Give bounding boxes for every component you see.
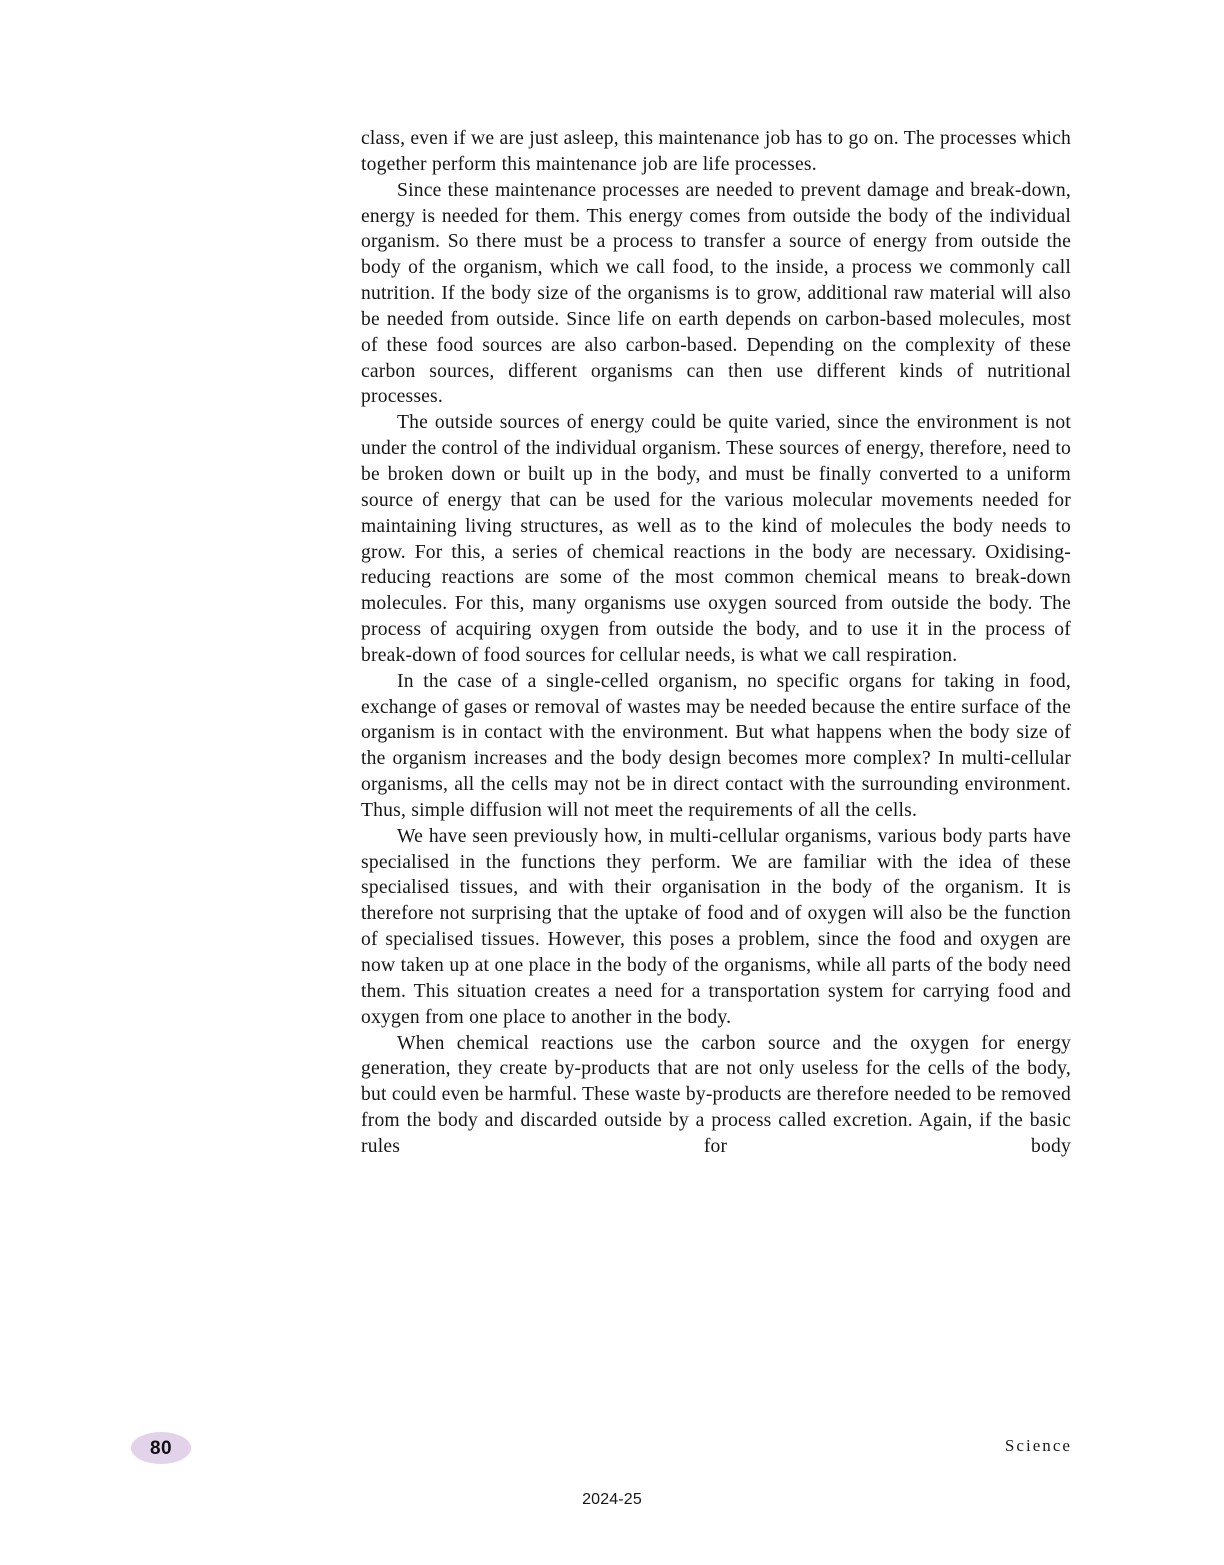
paragraph-6: When chemical reactions use the carbon source and the oxygen for energy generation, they create by-products that are not only useless for the cells of the body, but could even be harmful. These waste by-products are therefore needed to be removed from the body and discarded outside by a process called excretion. Again, if the basic rules for body: [361, 1032, 1071, 1157]
paragraph-2: Since these maintenance processes are needed to prevent damage and break-down, energy is needed for them. This energy comes from outside the body of the individual organism. So there must be a process to transfer a source of energy from outside the body of the organism, which we call food, to the inside, a process we commonly call nutrition. If the body size of the organisms is to grow, additional raw material will also be needed from outside. Since life on earth depends on carbon-based molecules, most of these food sources are also carbon-based. Depending on the complexity of these carbon sources, different organisms can then use different kinds of nutritional processes.: [361, 179, 1071, 408]
footer-subject-label: Science: [1004, 1436, 1072, 1455]
paragraph-4: In the case of a single-celled organism, no specific organs for taking in food, exchange of gases or removal of wastes may be needed because the entire surface of the organism is in contact with the environment. But what happens when the body size of the organism increases and the body design becomes more complex? In multi-cellular organisms, all the cells may not be in direct contact with the surrounding environment. Thus, simple diffusion will not meet the requirements of all the cells.: [361, 670, 1071, 821]
body-text-column: [361, 126, 1071, 1186]
paragraph-1: class, even if we are just asleep, this maintenance job has to go on. The processes which together perform this maintenance job are life processes.: [361, 128, 1071, 175]
page-number: 80: [150, 1437, 172, 1459]
page-number-badge: [131, 1432, 191, 1464]
page-footer: [0, 1428, 1224, 1484]
paragraph-3: The outside sources of energy could be quite varied, since the environment is not under the control of the individual organism. These sources of energy, therefore, need to be broken down or built up in the body, and must be finally converted to a uniform source of energy that can be used for the various molecular movements needed for maintaining living structures, as well as to the kind of molecules the body needs to grow. For this, a series of chemical reactions in the body are necessary. Oxidising-reducing reactions are some of the most common chemical means to break-down molecules. For this, many organisms use oxygen sourced from outside the body. The process of acquiring oxygen from outside the body, and to use it in the process of break-down of food sources for cellular needs, is what we call respiration.: [361, 412, 1071, 666]
year-stamp: 2024-25: [582, 1491, 642, 1508]
paragraph-5: We have seen previously how, in multi-cellular organisms, various body parts have specialised in the functions they perform. We are familiar with the idea of these specialised tissues, and with their organisation in the body of the organism. It is therefore not surprising that the uptake of food and of oxygen will also be the function of specialised tissues. However, this poses a problem, since the food and oxygen are now taken up at one place in the body of the organisms, while all parts of the body need them. This situation creates a need for a transportation system for carrying food and oxygen from one place to another in the body.: [361, 825, 1071, 1028]
